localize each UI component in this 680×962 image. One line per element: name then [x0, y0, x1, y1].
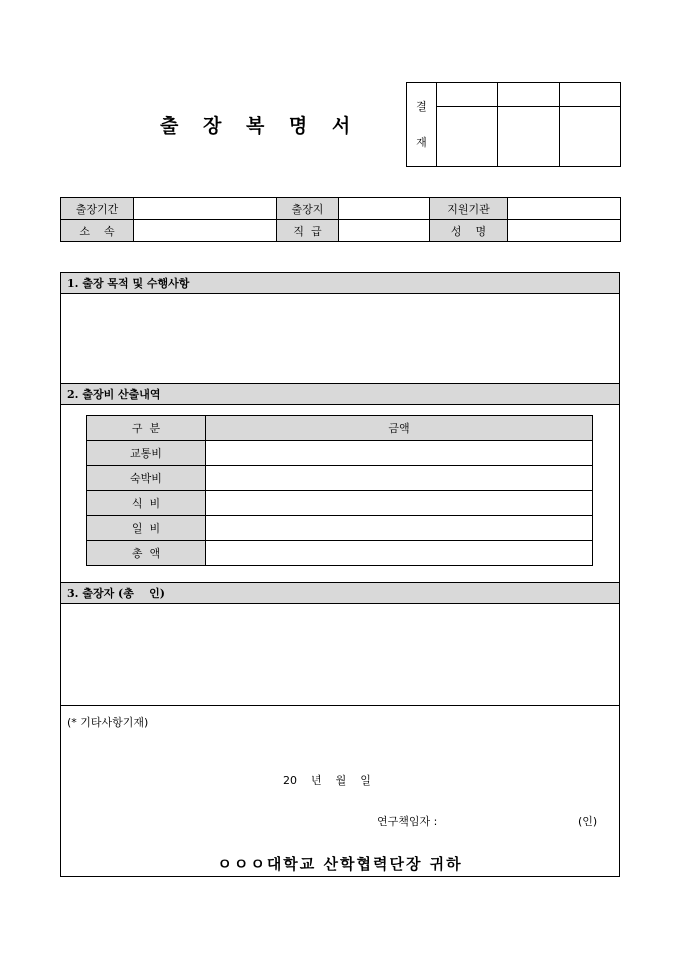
- seal-mark: (인): [578, 815, 598, 828]
- rank-field[interactable]: [339, 220, 430, 242]
- section-traveler-header: 3. 출장자 (총 인): [61, 583, 619, 604]
- affiliation-field[interactable]: [134, 220, 277, 242]
- approval-sign-cell[interactable]: [437, 107, 498, 167]
- name-label: 성 명: [430, 220, 508, 242]
- expense-row-label: 숙박비: [87, 466, 206, 491]
- document-title: 출 장 복 명 서: [160, 115, 360, 137]
- divider: [61, 705, 619, 706]
- approval-label-bottom: 재: [416, 135, 427, 149]
- amount-header: 금액: [206, 416, 593, 441]
- place-field[interactable]: [339, 198, 430, 220]
- approval-box: [406, 82, 621, 167]
- approval-label-top: 결: [416, 99, 427, 113]
- affiliation-label: 소 속: [61, 220, 134, 242]
- report-body: [60, 272, 620, 877]
- expense-amount-field[interactable]: [206, 491, 593, 516]
- recipient-line: ㅇㅇㅇ대학교 산학협력단장 귀하: [217, 855, 463, 873]
- approval-title-cell: [498, 83, 559, 107]
- purpose-content-area[interactable]: [61, 295, 619, 384]
- expense-amount-field[interactable]: [206, 441, 593, 466]
- expense-table: [86, 415, 593, 566]
- agency-field[interactable]: [508, 198, 621, 220]
- expense-row-label: 교통비: [87, 441, 206, 466]
- period-field[interactable]: [134, 198, 277, 220]
- name-field[interactable]: [508, 220, 621, 242]
- category-header: 구 분: [87, 416, 206, 441]
- expense-row-label: 식 비: [87, 491, 206, 516]
- approval-sign-cell[interactable]: [559, 107, 620, 167]
- approval-title-cell: [559, 83, 620, 107]
- expense-row-label: 일 비: [87, 516, 206, 541]
- section-expense-header: 2. 출장비 산출내역: [61, 384, 619, 405]
- researcher-label: 연구책임자 :: [377, 815, 438, 828]
- rank-label: 직 급: [277, 220, 339, 242]
- traveler-info-table: [60, 197, 621, 242]
- expense-amount-field[interactable]: [206, 516, 593, 541]
- remarks-label: (* 기타사항기재): [67, 716, 149, 729]
- expense-amount-field[interactable]: [206, 466, 593, 491]
- traveler-content-area[interactable]: [61, 605, 619, 705]
- expense-row-label: 총 액: [87, 541, 206, 566]
- period-label: 출장기간: [61, 198, 134, 220]
- section-purpose-header: 1. 출장 목적 및 수행사항: [61, 273, 619, 294]
- agency-label: 지원기관: [430, 198, 508, 220]
- approval-sign-cell[interactable]: [498, 107, 559, 167]
- date-line: 20 년 월 일: [283, 774, 371, 787]
- approval-title-cell: [437, 83, 498, 107]
- place-label: 출장지: [277, 198, 339, 220]
- approval-label: [407, 83, 437, 167]
- expense-amount-field[interactable]: [206, 541, 593, 566]
